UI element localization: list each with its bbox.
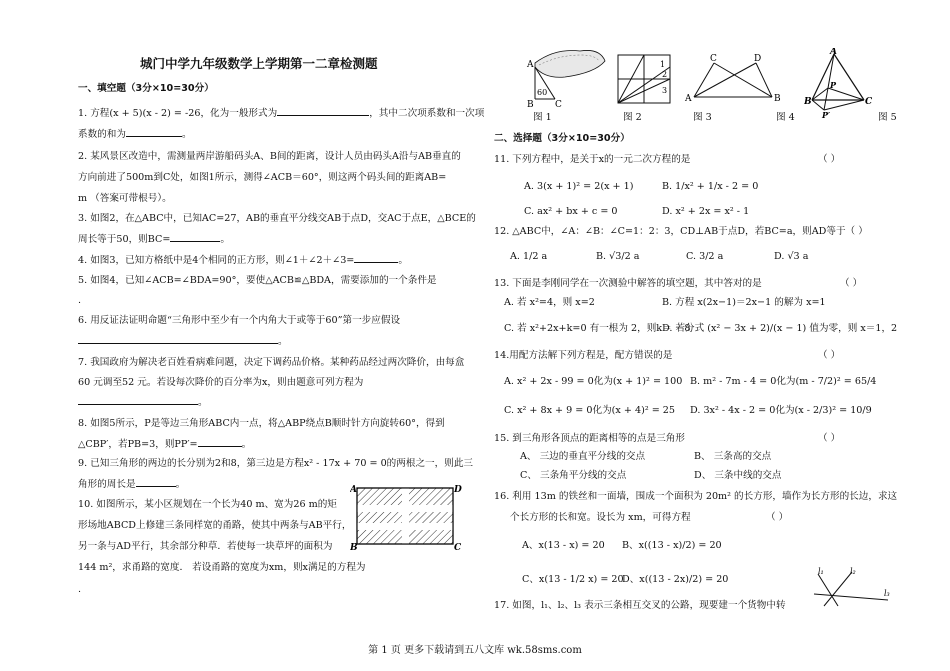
road-label-l3: l₃ [884,589,890,598]
question-5: 5. 如图4，已知∠ACB=∠BDA=90°，要使△ACB≌△BDA，需要添加的一个条件是 [78,275,437,286]
question-16-paren: （ ） [766,512,789,523]
question-3-line2: 周长等于50，则BC= 。 [78,234,230,245]
question-16-line2: 个长方形的长和宽。设长为 xm，可得方程 [510,512,691,523]
question-15: 15. 到三角形各顶点的距离相等的点是三角形 [494,433,685,444]
q16-option-b: B、x((13 - x)/2) = 20 [622,540,722,551]
fig5-label-p-prime: P′ [822,110,831,118]
question-11: 11. 下列方程中，是关于x的一元二次方程的是 [494,154,691,165]
q16-option-d: D、x((13 - 2x)/2) = 20 [622,574,729,585]
q11-option-c: C. ax² + bx + c = 0 [524,206,618,217]
fig5-label-c: C [865,97,873,107]
q12-option-c: C. 3/2 a [686,251,724,262]
section-multiple-choice: 二、选择题（3分×10=30分） [494,133,630,144]
question-6: 6. 用反证法证明命题“三角形中至少有一个内角大于或等于60”第一步应假设 [78,315,401,326]
question-8: 8. 如图5所示，P是等边三角形ABC内一点，将△ABP绕点B顺时针方向旋转60°，得到 [78,418,445,429]
rect-label-a: A [350,485,357,495]
question-14: 14.用配方法解下列方程是，配方错误的是 [494,350,673,361]
question-8-line2: △CBP′，若PB=3，则PP′= 。 [78,439,252,450]
q14-option-b: B. m² - 7m - 4 = 0化为(m - 7/2)² = 65/4 [690,376,877,387]
question-17: 17. 如图，l₁、l₂、l₃ 表示三条相互交叉的公路，现要建一个货物中转 [494,600,786,611]
q16-option-a: A、x(13 - x) = 20 [522,540,605,551]
question-9: 9. 已知三角形的两边的长分别为2和8，第三边是方程x² - 17x + 70 = 0的两根之一，则此三 [78,458,474,469]
q11-option-a: A. 3(x + 1)² = 2(x + 1) [524,181,634,192]
question-7: 7. 我国政府为解决老百姓看病难问题，决定下调药品价格。某种药品经过两次降价，由每盒 [78,357,465,368]
fig3-label-b: B [774,94,781,104]
question-10-line5: . [78,584,82,595]
q15-option-d: D、 三条中线的交点 [694,470,782,481]
q12-option-d: D. √3 a [774,251,809,262]
figure-2 [614,53,676,105]
question-4: 4. 如图3，已知方格纸中是4个相同的正方形，则∠1＋∠2＋∠3= 。 [78,255,408,266]
question-10: 10. 如图所示，某小区规划在一个长为40 m、宽为26 m的矩 [78,499,337,510]
question-13-paren: （ ） [840,278,863,289]
question-10-line3: 另一条与AD平行，其余部分种草．若使每一块草坪的面积为 [78,541,333,552]
question-3: 3. 如图2，在△ABC中，已知AC=27，AB的垂直平分线交AB于点D，交AC于点E，△BCE的 [78,213,476,224]
question-1-line2: 系数的和为 。 [78,129,192,140]
question-7-line3: 。 [78,397,208,409]
road-label-l2: l₂ [850,567,856,576]
figure-rect-abcd [350,482,462,554]
q13-option-c: C. 若 x²+2x+k=0 有一根为 2，则k＝ －8 [504,323,691,334]
q13-option-d: D. 若分式 (x² − 3x + 2)/(x − 1) 值为零，则 x＝1，2 [662,323,898,334]
figure-1 [525,43,615,109]
question-16: 16. 利用 13m 的铁丝和一面墙，围成一个面积为 20m² 的长方形，墙作为长方形的长边，求这 [494,491,898,502]
figure-roads [808,566,894,610]
rect-label-d: D [454,485,462,495]
fig2-label-2: 2 [662,70,668,79]
q15-option-c: C、 三条角平分线的交点 [520,470,627,481]
q16-option-c: C、x(13 - 1/2 x) = 20 [522,574,624,585]
fig1-label-angle: 60 [537,88,548,97]
question-11-paren: （ ） [818,154,841,165]
fig5-label-a: A [830,48,837,57]
q11-option-d: D. x² + 2x = x² - 1 [662,206,750,217]
fig2-label-3: 3 [662,86,668,95]
fig3-label-c: C [710,54,717,64]
q15-option-a: A、 三边的垂直平分线的交点 [520,451,646,462]
fig1-label-a: A [527,60,534,70]
figure-4-caption: 图 4 [776,112,795,123]
q13-option-a: A. 若 x²=4，则 x=2 [504,297,595,308]
fig1-label-b: B [527,100,534,109]
q15-option-b: B、 三条高的交点 [694,451,772,462]
fig5-label-p: P [830,80,837,90]
section-fill-blank: 一、填空题（3分×10=30分） [78,83,214,94]
figure-1-caption: 图 1 [533,112,552,123]
fig3-label-a: A [685,94,692,104]
question-2-line2: 方向前进了500m到C处，如图1所示，测得∠ACB＝60°，则这两个码头间的距离AB= [78,172,447,183]
question-10-line4: 144 m²，求甬路的宽度． 若设甬路的宽度为xm，则x满足的方程为 [78,562,366,573]
q11-option-b: B. 1/x² + 1/x - 2 = 0 [662,181,759,192]
q14-option-c: C. x² + 8x + 9 = 0化为(x + 4)² = 25 [504,405,676,416]
fig5-label-b: B [804,97,812,107]
question-1: 1. 方程(x + 5)(x - 2) = -26，化为一般形式为 ，其中二次项系数和一次项 [78,108,485,119]
question-10-line2: 形场地ABCD上修建三条同样宽的甬路，使其中两条与AB平行， [78,520,352,531]
question-5-line2: . [78,295,82,306]
q12-option-a: A. 1/2 a [510,251,548,262]
question-6-line2: 。 [78,336,288,348]
road-label-l1: l₁ [818,567,824,576]
question-14-paren: （ ） [818,350,841,361]
figure-5 [804,48,874,118]
question-7-line2: 60 元调至52 元。若设每次降价的百分率为x，则由题意可列方程为 [78,377,364,388]
fig3-label-d: D [754,54,762,64]
q12-option-b: B. √3/2 a [596,251,640,262]
page-footer: 第 1 页 更多下载请到五八文库 wk.58sms.com [368,645,582,656]
figure-3-caption: 图 3 [693,112,712,123]
rect-label-b: B [350,543,358,553]
question-2-line3: m （答案可带根号）。 [78,193,172,204]
figure-3 [684,53,784,105]
page-title: 城门中学九年级数学上学期第一二章检测题 [140,56,378,71]
rect-label-c: C [454,543,462,553]
q14-option-d: D. 3x² - 4x - 2 = 0化为(x - 2/3)² = 10/9 [690,405,872,416]
fig2-label-1: 1 [660,60,666,69]
q14-option-a: A. x² + 2x - 99 = 0化为(x + 1)² = 100 [504,376,683,387]
fig1-label-c: C [555,100,562,109]
question-9-line2: 角形的周长是 。 [78,479,186,490]
question-12: 12. △ABC中，∠A：∠B：∠C=1：2：3，CD⊥AB于点D，若BC=a，则AD等于（ ） [494,226,868,237]
question-13: 13. 下面是李刚同学在一次测验中解答的填空题，其中答对的是 [494,278,762,289]
q13-option-b: B. 方程 x(2x−1)＝2x−1 的解为 x=1 [662,297,826,308]
figure-2-caption: 图 2 [623,112,642,123]
question-15-paren: （ ） [818,433,841,444]
question-2: 2. 某风景区改造中，需测量两岸游船码头A、B间的距离，设计人员由码头A沿与AB垂直的 [78,151,461,162]
figure-5-caption: 图 5 [878,112,897,123]
